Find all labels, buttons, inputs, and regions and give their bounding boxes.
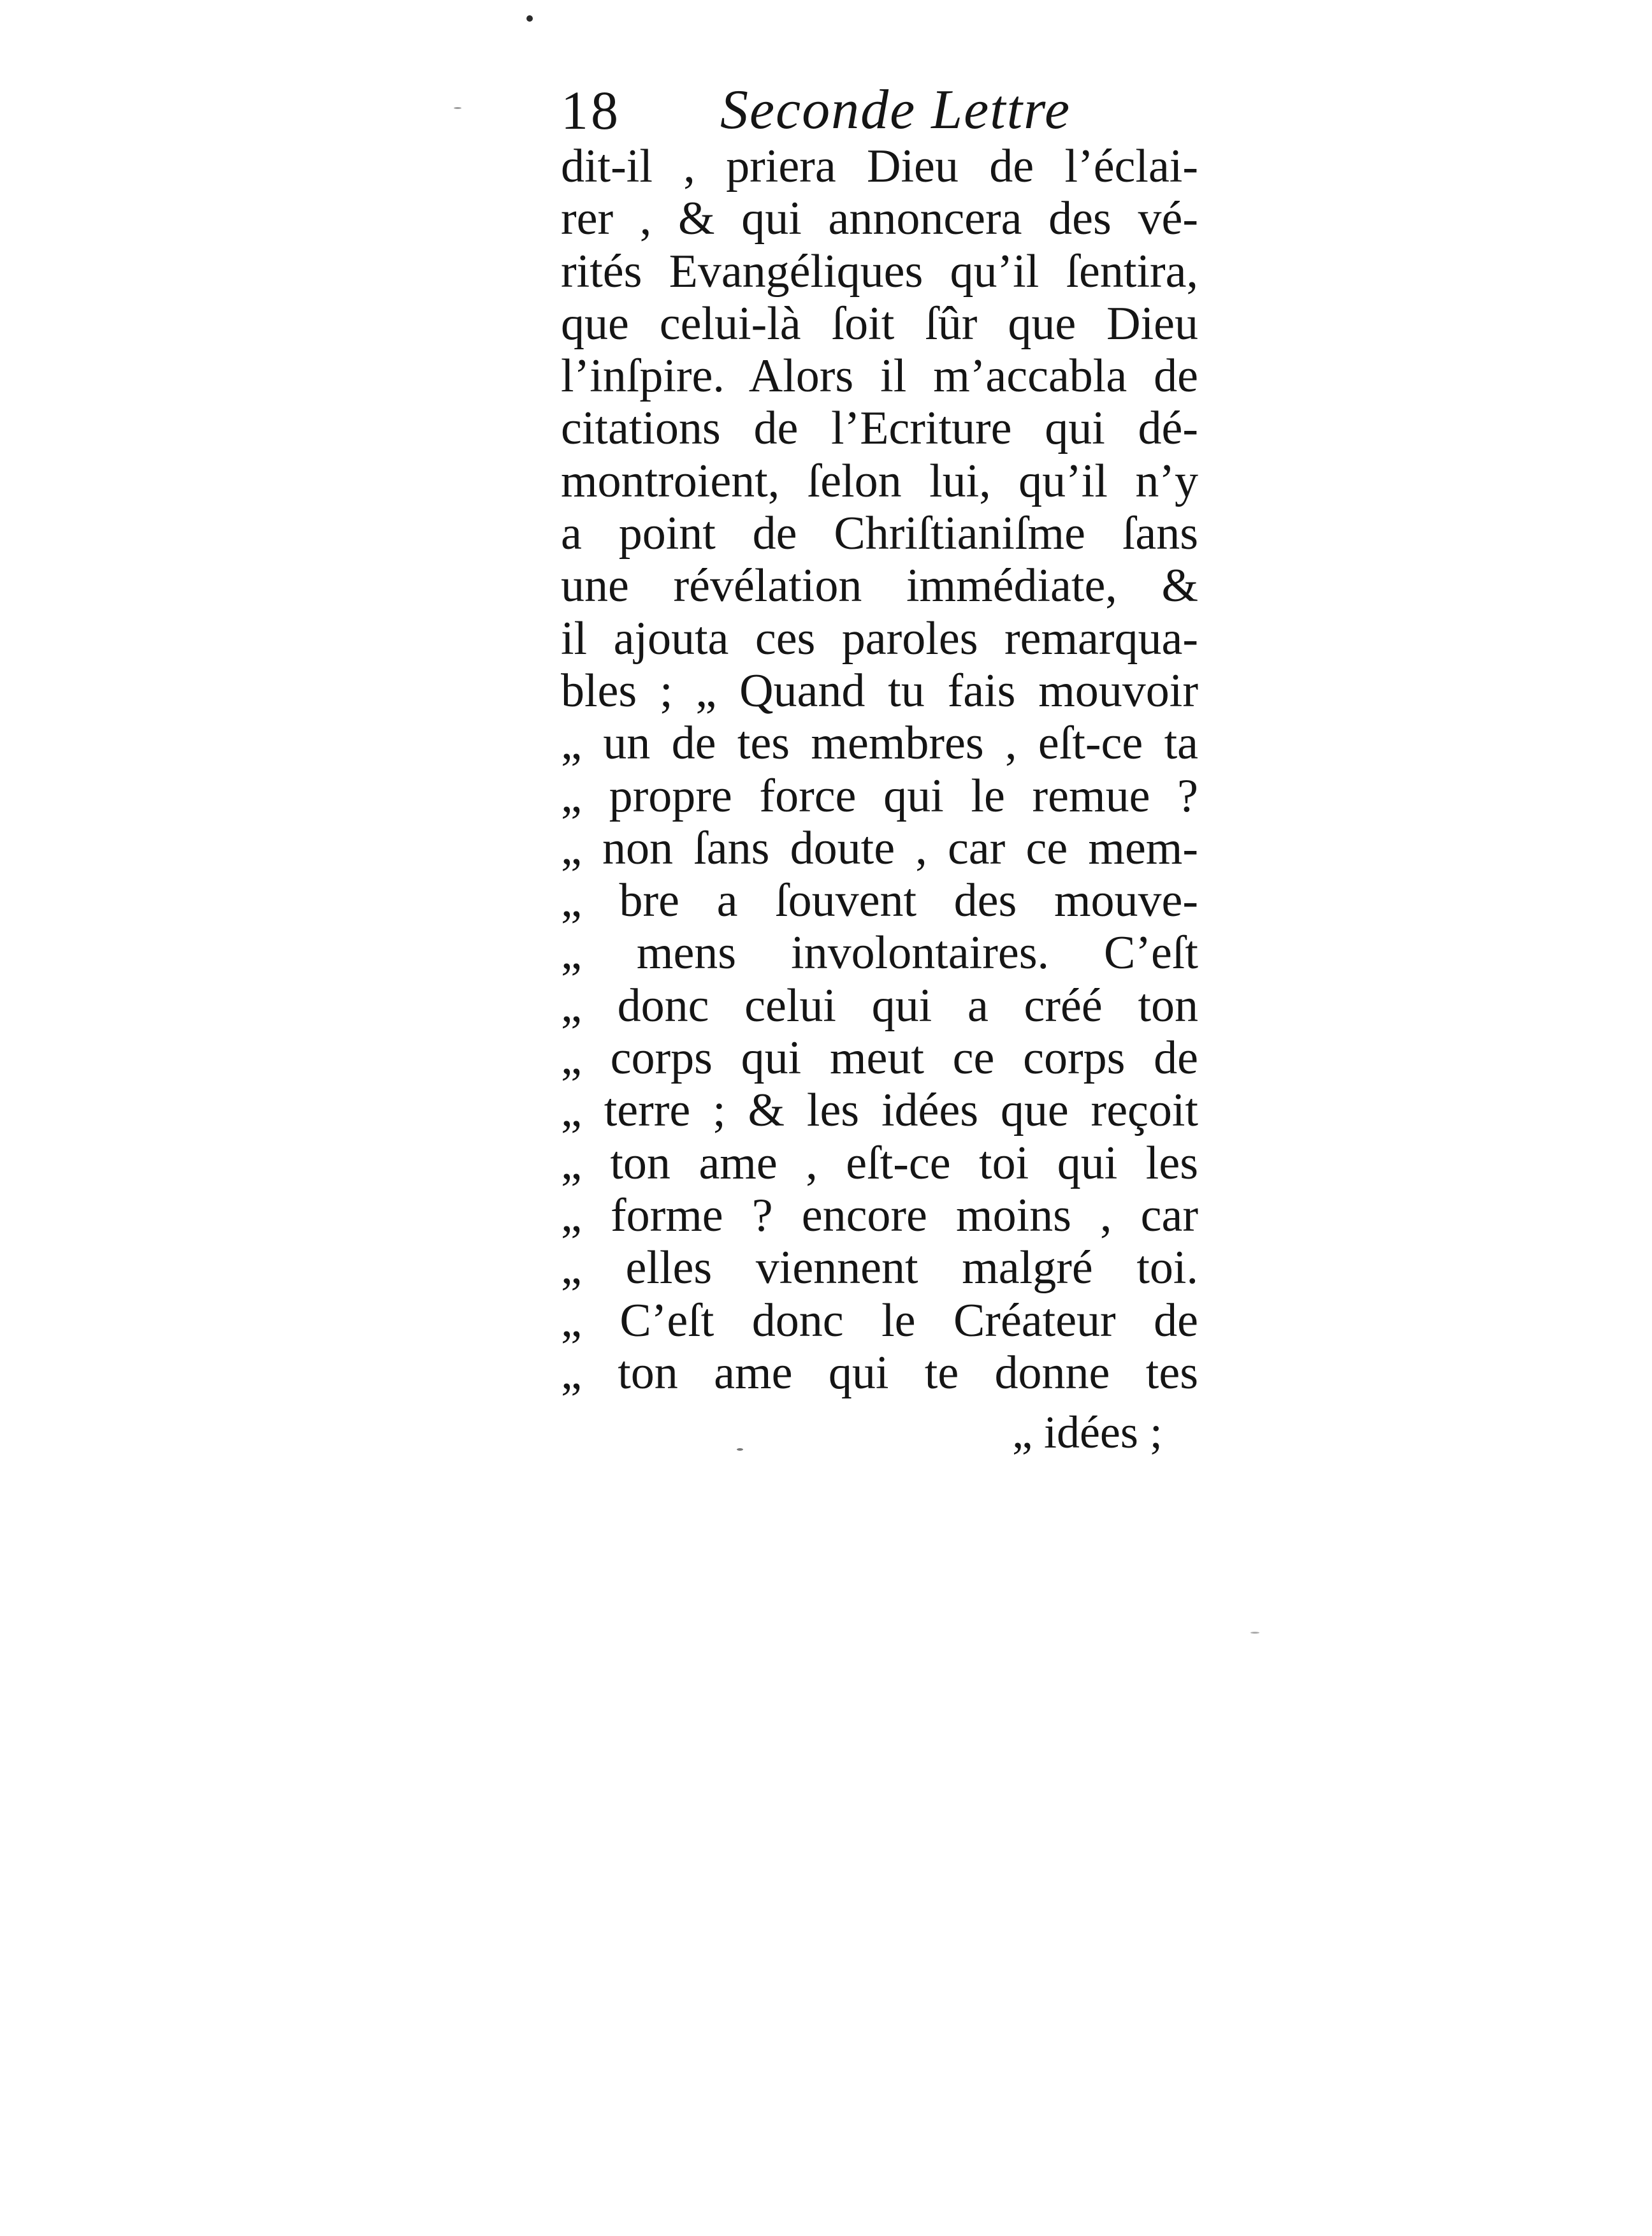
text-line: „ forme ? encore moins , car: [561, 1189, 1198, 1242]
text-line: rités Evangéliques qu’il ſentira,: [561, 245, 1198, 298]
body-text: [561, 140, 1198, 1399]
text-line: „ corps qui meut ce corps de: [561, 1032, 1198, 1085]
text-line: l’inſpire. Alors il m’accabla de: [561, 350, 1198, 403]
text-line: „ non ſans doute , car ce mem-: [561, 822, 1198, 875]
text-line: „ un de tes membres , eſt-ce ta: [561, 717, 1198, 770]
text-line: il ajouta ces paroles remarqua-: [561, 612, 1198, 665]
catchword: „ idées ;: [1012, 1407, 1163, 1458]
text-line: a point de Chriſtianiſme ſans: [561, 507, 1198, 560]
text-line: „ bre a ſouvent des mouve-: [561, 875, 1198, 927]
text-line: une révélation immédiate, &: [561, 560, 1198, 613]
text-line: „ mens involontaires. C’eſt: [561, 927, 1198, 980]
text-line: „ propre force qui le remue ?: [561, 769, 1198, 822]
page-number: 18: [561, 80, 621, 141]
text-line: que celui-là ſoit ſûr que Dieu: [561, 297, 1198, 350]
text-line: citations de l’Ecriture qui dé-: [561, 402, 1198, 455]
text-line: „ ton ame , eſt-ce toi qui les: [561, 1136, 1198, 1189]
text-line: dit-il , priera Dieu de l’éclai-: [561, 140, 1198, 192]
text-line: rer , & qui annoncera des vé-: [561, 192, 1198, 245]
text-line: „ C’eſt donc le Créateur de: [561, 1294, 1198, 1347]
text-line: bles ; „ Quand tu fais mouvoir: [561, 664, 1198, 717]
text-line: montroient, ſelon lui, qu’il n’y: [561, 454, 1198, 507]
text-line: „ ton ame qui te donne tes: [561, 1346, 1198, 1399]
ink-speck: [526, 15, 533, 22]
text-line: „ donc celui qui a créé ton: [561, 979, 1198, 1032]
running-title: Seconde Lettre: [720, 79, 1071, 141]
ink-speck: [737, 1448, 743, 1451]
text-line: „ elles viennent malgré toi.: [561, 1242, 1198, 1295]
page-header: [561, 75, 1205, 145]
text-line: „ terre ; & les idées que reçoit: [561, 1084, 1198, 1137]
ink-speck: [1250, 1632, 1259, 1634]
ink-speck: [454, 107, 461, 109]
